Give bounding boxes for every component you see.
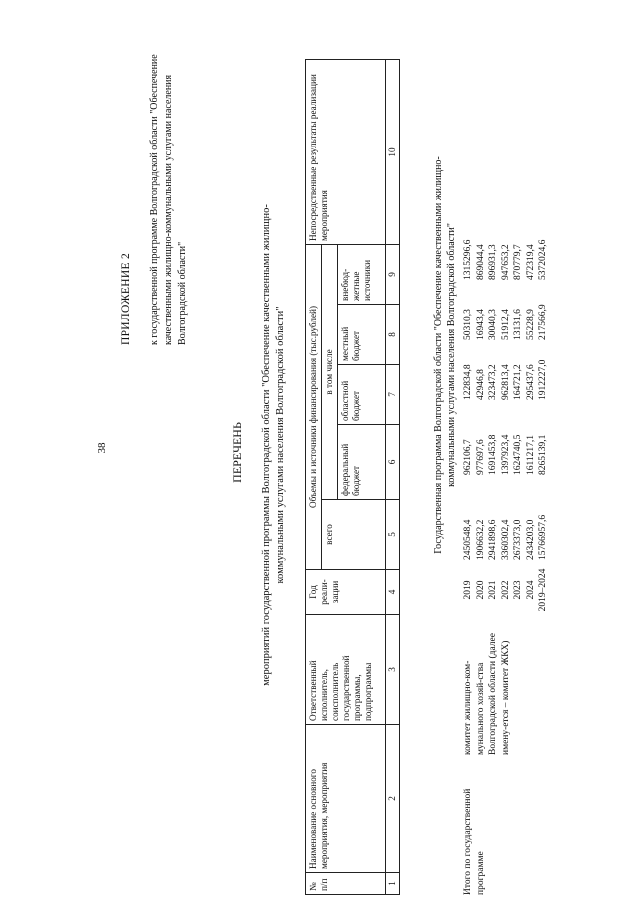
- total-cell: 2941898,6: [488, 519, 498, 560]
- extrabudget-cell: 869044,4: [475, 244, 486, 280]
- federal-cell: 8265139,1: [538, 434, 548, 475]
- extrabudget-cell: 472319,4: [525, 244, 536, 280]
- header-local: местный бюджет: [338, 305, 386, 365]
- total-column: [462, 480, 550, 560]
- header-num: № п/п: [306, 873, 386, 895]
- local-cell: 16943,4: [475, 309, 486, 340]
- total-cell: 2434203,0: [525, 519, 536, 560]
- appendix-title: ПРИЛОЖЕНИЕ 2: [120, 252, 132, 345]
- header-federal: федеральный бюджет: [338, 425, 386, 500]
- col-number: 9: [386, 245, 400, 305]
- total-row-name: Итого по государственной программе: [463, 788, 486, 895]
- col-number: 2: [386, 725, 400, 873]
- local-cell: 50310,3: [463, 309, 473, 340]
- years-column: [462, 565, 550, 615]
- extrabudget-column: [462, 210, 550, 280]
- header-including: в том числе: [322, 245, 338, 500]
- program-title: Государственная программа Волгоградской области "Обеспечение качественными жилищно-коммунальными услугами населения Волгоградской области": [433, 156, 457, 554]
- total-cell: 2673373,0: [513, 519, 523, 560]
- header-funding: Объемы и источники финансирования (тыс.рублей): [306, 245, 322, 570]
- extrabudget-cell: 947653,2: [500, 244, 511, 280]
- regional-cell: 962813,4: [500, 364, 511, 400]
- column-number-row: [386, 60, 400, 895]
- header-year: Год реали-зации: [306, 570, 386, 615]
- local-cell: 13131,6: [513, 309, 523, 340]
- page-number: 38: [96, 442, 108, 454]
- col-number: 7: [386, 365, 400, 425]
- local-column: [462, 270, 550, 340]
- total-cell: 3360302,4: [500, 519, 511, 560]
- header-extrabudget: внебюд-жетные источники: [338, 245, 386, 305]
- header-results: Непосредственные результаты реализации мероприятия: [306, 60, 386, 245]
- federal-cell: 977697,6: [475, 439, 486, 475]
- regional-cell: 295437,6: [525, 364, 536, 400]
- federal-column: [462, 395, 550, 475]
- federal-cell: 962106,7: [463, 439, 473, 475]
- local-cell: 55228,9: [525, 309, 536, 340]
- local-cell: 30040,3: [488, 309, 498, 340]
- local-cell: 51912,4: [500, 309, 511, 340]
- extrabudget-cell: 5372024,6: [538, 239, 548, 280]
- col-number: 3: [386, 615, 400, 725]
- year-cell: 2023: [513, 580, 523, 600]
- col-number: 1: [386, 873, 400, 895]
- document-subtitle: мероприятий государственной программы Волгоградской области "Обеспечение качественными жилищно-коммунальными услугами населения Волгоградской области": [261, 204, 286, 686]
- year-cell: 2022: [500, 580, 511, 600]
- regional-cell: 164721,2: [513, 364, 523, 400]
- federal-cell: 1691453,8: [488, 434, 498, 475]
- regional-cell: 42946,8: [475, 369, 486, 400]
- year-cell: 2020: [475, 580, 486, 600]
- federal-cell: 1611217,1: [525, 434, 536, 475]
- document-title: ПЕРЕЧЕНЬ: [230, 422, 244, 483]
- regional-cell: 323473,2: [488, 364, 498, 400]
- col-number: 6: [386, 425, 400, 500]
- header-executor: Ответственный исполнитель, соисполнитель государственной программы, подпрограммы: [306, 615, 386, 725]
- extrabudget-cell: 1315296,6: [463, 239, 473, 280]
- total-row-executor: комитет жилищно-ком-мунального хозяй-ства Волгоградской области (далее имену-ется – комитет ЖКХ): [463, 633, 511, 755]
- col-number: 4: [386, 570, 400, 615]
- year-cell: 2019–2024: [538, 568, 548, 612]
- funding-table: [305, 59, 400, 895]
- header-regional: областной бюджет: [338, 365, 386, 425]
- extrabudget-cell: 896931,3: [488, 244, 498, 280]
- federal-cell: 1624740,5: [513, 434, 523, 475]
- total-cell: 2450548,4: [463, 519, 473, 560]
- year-cell: 2024: [525, 580, 536, 600]
- appendix-text: к государственной программе Волгоградской области "Обеспечение качественными жилищно-коммунальными услугами населения Волгоградской области": [149, 54, 188, 345]
- extrabudget-cell: 870779,7: [513, 244, 523, 280]
- col-number: 5: [386, 500, 400, 570]
- col-number: 10: [386, 60, 400, 245]
- year-cell: 2021: [488, 580, 498, 600]
- total-cell: 1906632,2: [475, 519, 486, 560]
- col-number: 8: [386, 305, 400, 365]
- year-cell: 2019: [463, 580, 473, 600]
- table-header-row: [306, 60, 322, 895]
- total-cell: 15766957,6: [538, 514, 548, 560]
- regional-cell: 1912227,0: [538, 359, 548, 400]
- federal-cell: 1397923,4: [500, 434, 511, 475]
- header-total: всего: [322, 500, 386, 570]
- header-name: Наименование основного мероприятия, мероприятия: [306, 725, 386, 873]
- regional-cell: 122834,8: [463, 364, 473, 400]
- local-cell: 217566,9: [538, 304, 548, 340]
